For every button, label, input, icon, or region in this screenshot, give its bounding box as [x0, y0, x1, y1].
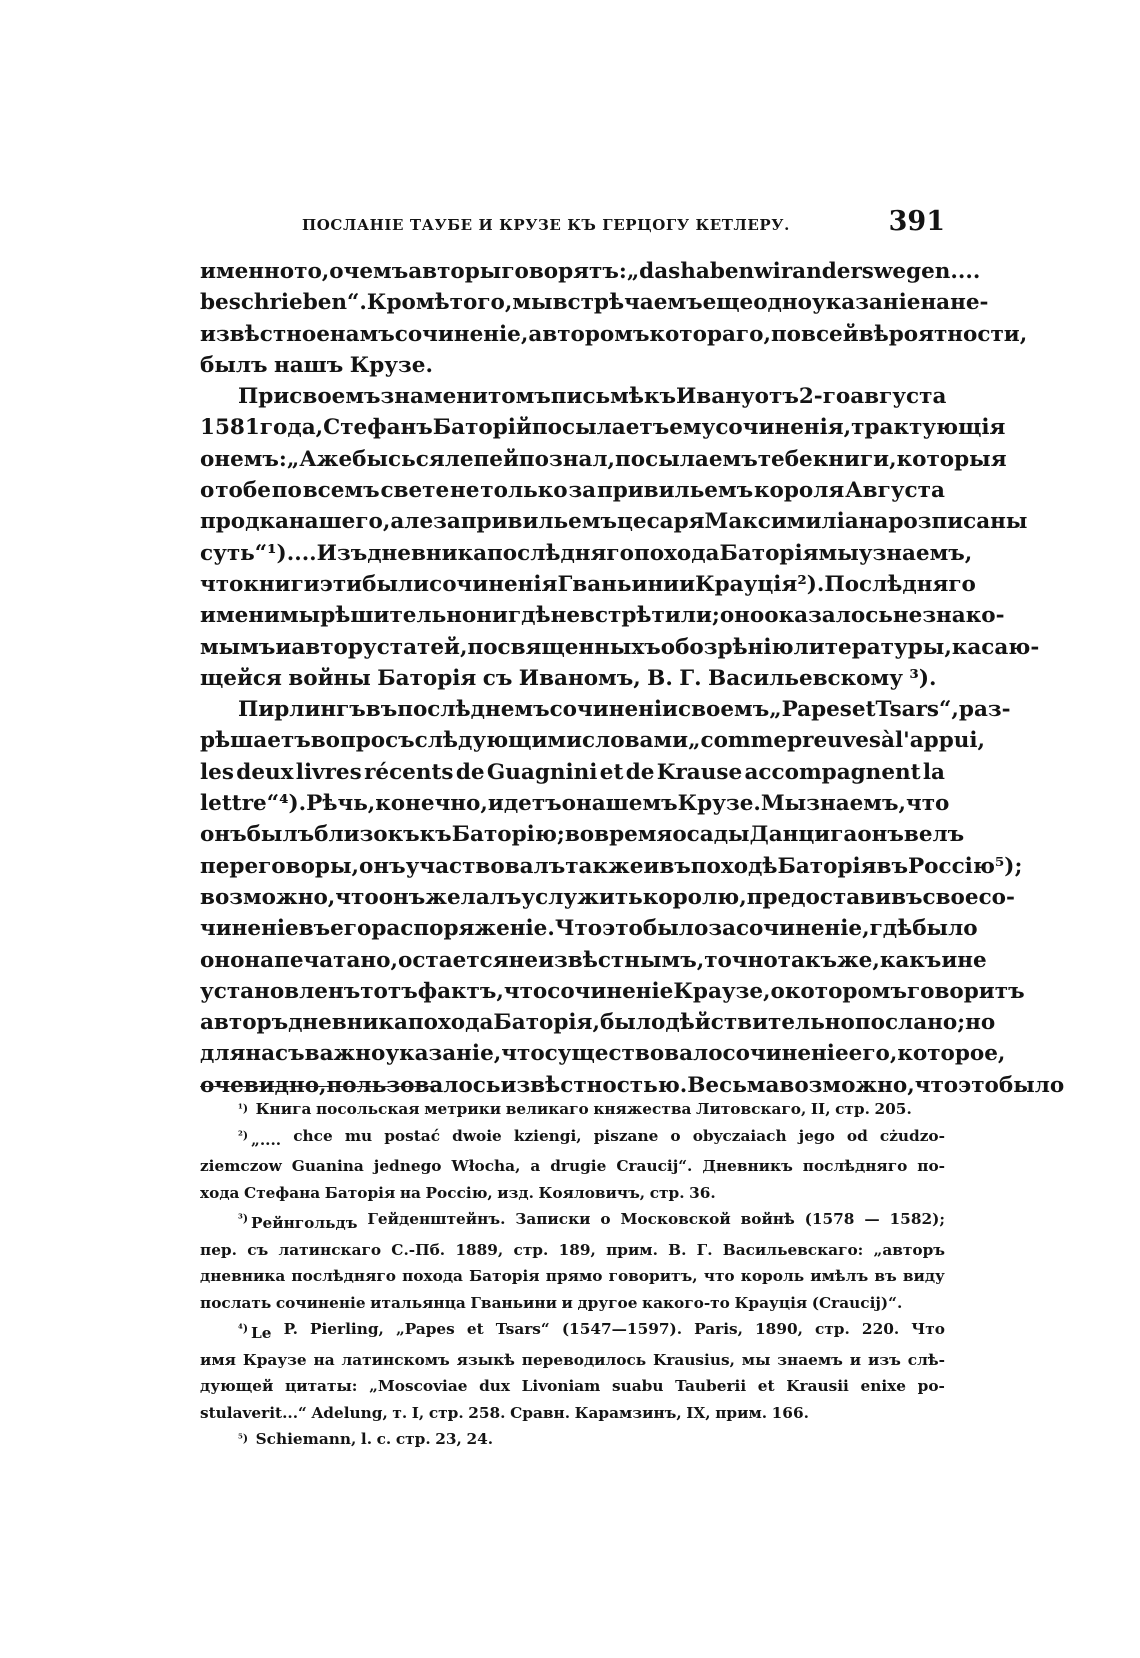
running-header	[200, 206, 945, 246]
text-line: суть“ ¹).... Изъ дневника послѣдняго похода Баторiя мы узнаемъ,	[200, 540, 973, 566]
footnote	[200, 1123, 945, 1207]
footnote-marker: ²)	[238, 1128, 249, 1142]
text-line: При своемъ знаменитомъ письмѣ къ Ивану отъ 2-го августа	[238, 384, 947, 410]
text-line: былъ нашъ Крузе.	[200, 352, 433, 378]
text-line: имени мы рѣшительно нигдѣ не встрѣтили; оно оказалось незнако-	[200, 603, 1005, 629]
text-line: о немъ: „Аже бысь ся лепей познал, посылаемъ тебе книги, которыя	[200, 446, 1007, 472]
footnote	[200, 1426, 945, 1453]
text-line: рѣшаетъ вопросъ слѣдующими словами „comme preuves à l'appui,	[200, 728, 986, 754]
footnote-line: ³) Рейнгольдъ Гейденштейнъ. Записки о Московской войнѣ (1578 — 1582);	[200, 1206, 945, 1237]
text-line: Пирлингъ въ послѣднемъ сочиненiи своемъ „Papes et Tsars“, раз-	[238, 697, 1011, 723]
footnote-line: послать сочиненiе итальянца Гваньини и другое какого-то Крауцiя (Craucij)“.	[200, 1293, 903, 1312]
footnotes	[200, 1096, 945, 1453]
text-line: чиненiе въ его распоряженiе. Что это было за сочиненiе, гдѣ было	[200, 916, 978, 942]
footnote	[200, 1096, 945, 1123]
text-line: lettre“ ⁴). Рѣчь, конечно, идетъ о нашемъ Крузе. Мы знаемъ, что	[200, 791, 950, 817]
text-line: возможно, что онъ желалъ услужить королю, предоставивъ свое со-	[200, 884, 1015, 910]
running-title: ПОСЛАНIЕ ТАУБЕ И КРУЗЕ КЪ ГЕРЦОГУ КЕТЛЕРУ.	[302, 216, 790, 234]
text-line: что книги эти были сочиненiя Гваньини и Крауцiя ²). Послѣдняго	[200, 571, 976, 597]
text-line: beschrieben“. Кромѣ того, мы встрѣчаемъ еще одно указанiе на не-	[200, 290, 989, 316]
footnote-marker: ⁴)	[238, 1322, 249, 1335]
text-line: щейся войны Баторiя съ Иваномъ, В. Г. Васильевскому ³).	[200, 665, 937, 691]
text-line: 1581 года, Стефанъ Баторiй посылаетъ ему сочиненiя, трактующiя	[200, 415, 1006, 441]
text-line: установленъ тотъ фактъ, что сочиненiе Краузе, о которомъ говоритъ	[200, 978, 1025, 1004]
text-line: именно то, о чемъ авторы говорятъ: „das haben wir anderswegen....	[200, 259, 981, 284]
footnote-line: дневника послѣдняго похода Баторiя прямо говоритъ, что король имѣлъ въ виду	[200, 1267, 945, 1285]
text-line: извѣстное намъ сочиненiе, авторомъ котораго, по всей вѣроятности,	[200, 321, 1028, 347]
text-line: оно напечатано, остается не извѣстнымъ, точно такъ же, какъ и не	[200, 947, 987, 973]
text-line: о тобе по всемъ свете не только за привильемъ короля Августа	[200, 478, 945, 504]
footnote-line: пер. съ латинскаго С.-Пб. 1889, стр. 189, прим. В. Г. Васильевскаго: „авторъ	[200, 1240, 945, 1259]
main-text	[200, 256, 1065, 1101]
footnote-separator	[200, 1086, 436, 1087]
footnote-line: ¹) Книга посольская метрики великаго княжества Литовскаго, II, стр. 205.	[200, 1096, 945, 1123]
text-line: онъ былъ близокъ къ Баторiю; во время осады Данцига онъ велъ	[200, 822, 965, 848]
footnote	[200, 1206, 945, 1316]
text-line: переговоры, онъ участвовалъ также и въ походѣ Баторiя въ Россiю⁵);	[200, 853, 1023, 879]
footnote-line: дующей цитаты: „Moscoviae dux Livoniam suabu Tauberii et Krausii enixe po-	[200, 1377, 945, 1395]
footnote-line: ⁴) Le P. Pierling, „Papes et Tsars“ (1547—1597). Paris, 1890, стр. 220. Что	[200, 1316, 945, 1347]
text-line: очевидно, пользовалось извѣстностью. Весьма возможно, что это было	[200, 1072, 1065, 1098]
text-line: для насъ важно указанiе, что существовало сочиненiе его, которое,	[200, 1041, 1006, 1067]
footnote-line: ⁵) Schiemann, l. c. стр. 23, 24.	[200, 1426, 945, 1453]
footnote-line: хода Стефана Баторiя на Россiю, изд. Кояловичъ, стр. 36.	[200, 1183, 716, 1202]
text-line: авторъ дневника похода Баторiя, было дѣйствительно послано; но	[200, 1010, 996, 1036]
footnote-line: имя Краузе на латинскомъ языкѣ переводилось Krausius, мы знаемъ и изъ слѣ-	[200, 1350, 945, 1369]
footnote-marker: ³)	[238, 1212, 249, 1225]
text-line: les deux livres récents de Guagnini et de Krause accompagnent la	[200, 759, 945, 785]
footnote-marker: ¹)	[238, 1102, 249, 1115]
page-number: 391	[888, 206, 945, 237]
footnote-marker: ⁵)	[238, 1432, 249, 1445]
footnote	[200, 1316, 945, 1426]
text-line: продка нашего, але за привильемъ цесаря Максимилiана розписаны	[200, 509, 1028, 535]
footnote-line: ziemczow Guanina jednego Włocha, a drugie Craucij“. Дневникъ послѣдняго по-	[200, 1157, 945, 1175]
footnote-line: ²) „.... chce mu postać dwoie kziengi, piszane o obyczaiach jego od cżudzo-	[200, 1123, 945, 1154]
footnote-line: stulaverit...“ Adelung, т. I, стр. 258. Сравн. Карамзинъ, IX, прим. 166.	[200, 1403, 809, 1422]
text-line: мымъ и автору статей, посвященныхъ обозрѣнiю литературы, касаю-	[200, 634, 1040, 660]
